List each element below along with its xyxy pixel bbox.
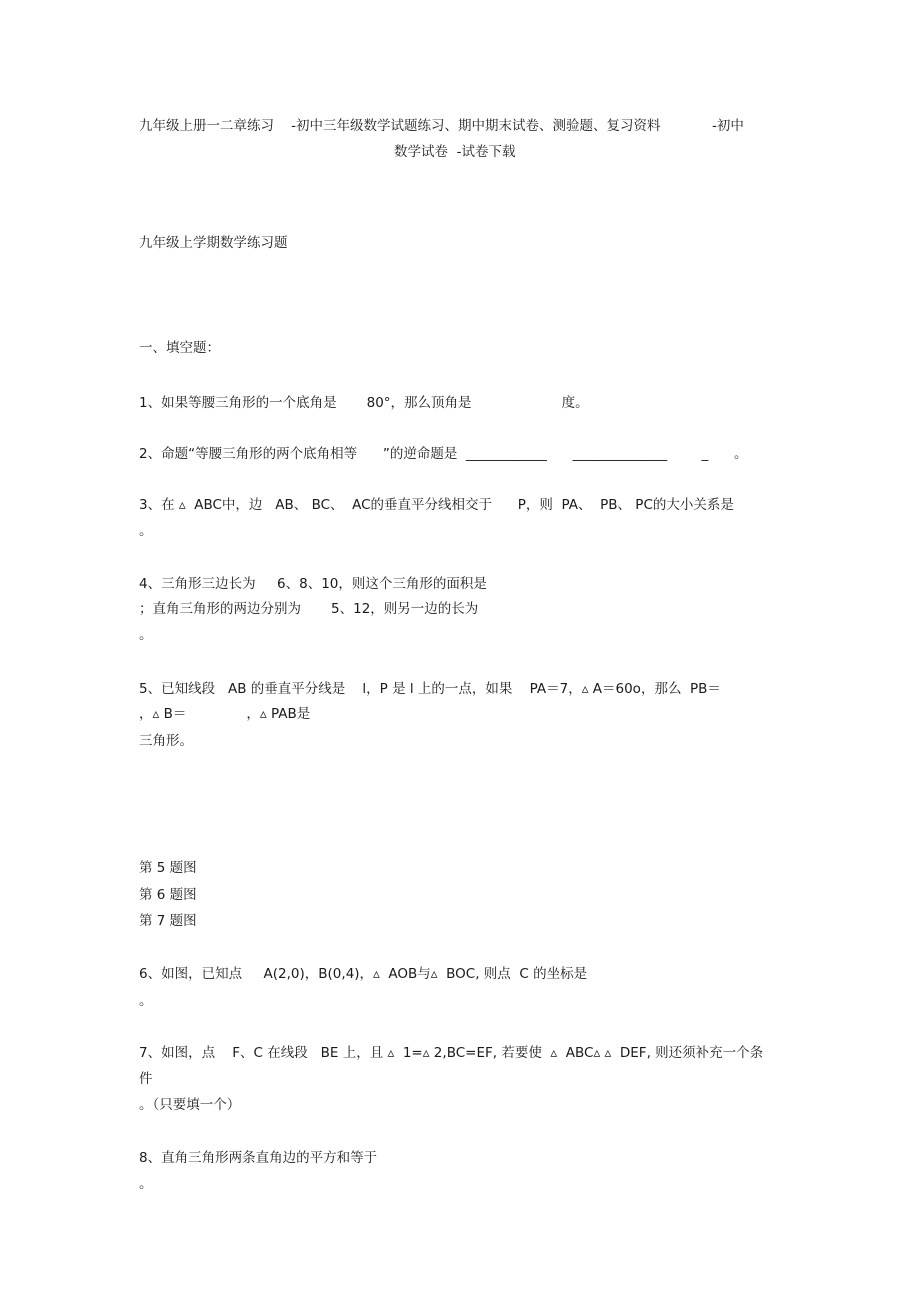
question-5-line1: 5、已知线段 AB 的垂直平分线是 l，P 是 l 上的一点，如果 PA＝7，▵ A＝60o，那么 PB＝ [139, 681, 721, 697]
question-2: 2、命题“等腰三角形的两个底角相等 ”的逆命题是 ____________ ______________ _ 。 [139, 446, 748, 462]
section-heading: 一、填空题： [139, 340, 220, 356]
question-7-line1: 7、如图，点 F、C 在线段 BE 上，且 ▵ 1=▵ 2,BC=EF, 若要使 ▵ ABC▵ ▵ DEF, 则还须补充一个条 [139, 1045, 764, 1061]
header-title-line1: 九年级上册一二章练习 -初中三年级数学试题练习、期中期末试卷、测验题、复习资料 -初中 [139, 118, 744, 134]
question-5-line2: ，▵ B＝ ，▵ PAB是 [139, 706, 311, 722]
question-5-line3: 三角形。 [139, 733, 193, 749]
subtitle: 九年级上学期数学练习题 [139, 235, 288, 251]
header-title-line2: 数学试卷 -试卷下载 [394, 144, 516, 160]
question-6-line1: 6、如图，已知点 A(2,0)，B(0,4)，▵ AOB与▵ BOC, 则点 C 的坐标是 [139, 966, 588, 982]
figure-label-6: 第 6 题图 [139, 887, 197, 903]
figure-label-7: 第 7 题图 [139, 913, 197, 929]
question-8-line1: 8、直角三角形两条直角边的平方和等于 [139, 1150, 378, 1166]
question-4-line2: ；直角三角形的两边分别为 5、12，则另一边的长为 [139, 601, 479, 617]
figure-label-5: 第 5 题图 [139, 860, 197, 876]
question-4-line1: 4、三角形三边长为 6、8、10，则这个三角形的面积是 [139, 576, 487, 592]
question-7-line2: 件 [139, 1071, 153, 1087]
question-7-line3: 。（只要填一个） [139, 1097, 241, 1113]
question-1: 1、如果等腰三角形的一个底角是 80°，那么顶角是 度。 [139, 395, 589, 411]
question-3-line1: 3、在 ▵ ABC中，边 AB、 BC、 AC的垂直平分线相交于 P，则 PA、 PB、 PC的大小关系是 [139, 497, 734, 513]
question-8-line2: 。 [139, 1176, 153, 1192]
question-4-line3: 。 [139, 627, 153, 643]
question-3-line2: 。 [139, 523, 153, 539]
question-6-line2: 。 [139, 993, 153, 1009]
